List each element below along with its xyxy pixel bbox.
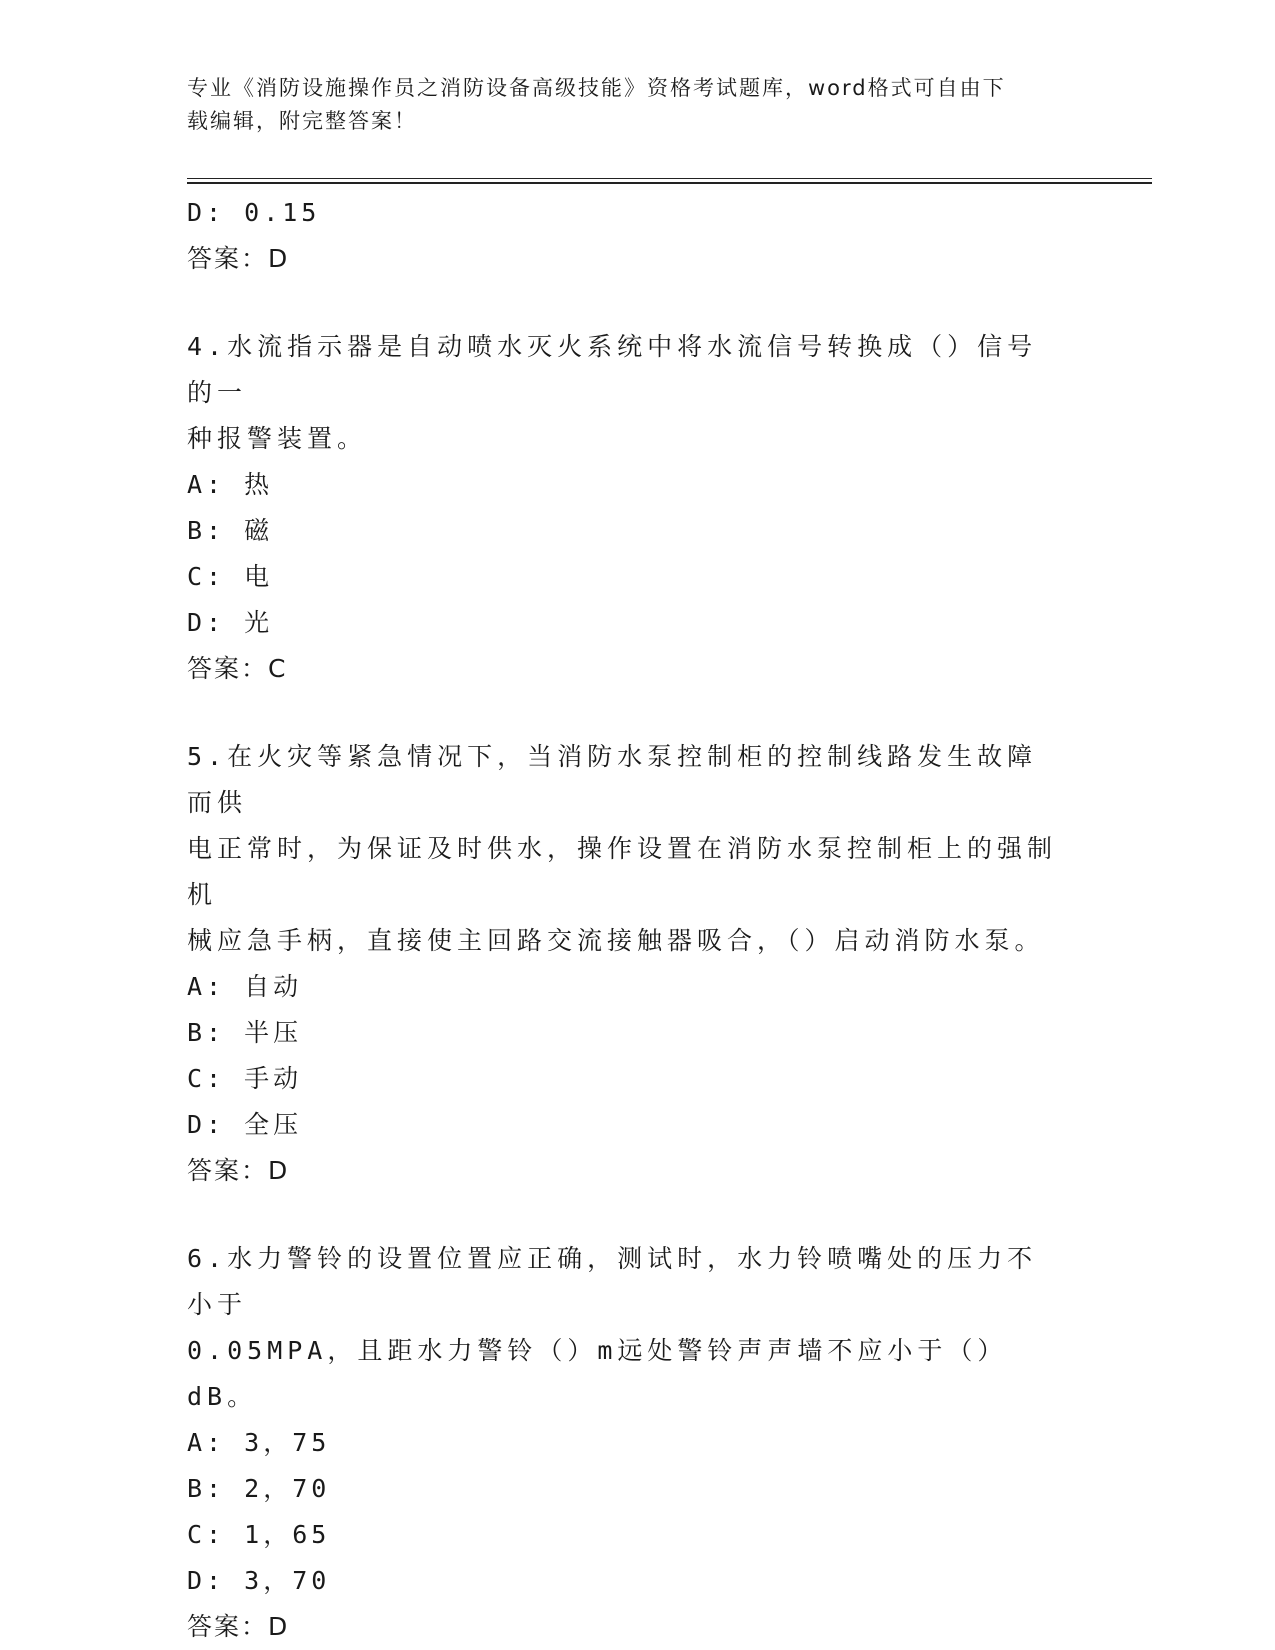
option-c: C: 1，65: [187, 1520, 331, 1549]
option-a: A: 热: [187, 470, 274, 499]
option-c: C: 手动: [187, 1064, 303, 1093]
option-c: C: 电: [187, 562, 274, 591]
option-d: D: 全压: [187, 1110, 303, 1139]
question-text-line: 4.水流指示器是自动喷水灭火系统中将水流信号转换成（）信号的一: [187, 332, 1038, 407]
prev-answer: 答案：D: [187, 244, 290, 273]
option-b: B: 磁: [187, 516, 274, 545]
question-5: [187, 734, 1067, 1194]
option-a: A: 3，75: [187, 1428, 331, 1457]
answer: 答案：D: [187, 1612, 290, 1641]
answer: 答案：C: [187, 654, 288, 683]
question-text-line: 0.05MPA，且距水力警铃（）m远处警铃声声墙不应小于（）dB。: [187, 1336, 1008, 1411]
option-b: B: 半压: [187, 1018, 303, 1047]
answer: 答案：D: [187, 1156, 290, 1185]
option-d: D: 光: [187, 608, 274, 637]
question-list: [187, 190, 1067, 1650]
prev-option-d: D: 0.15: [187, 198, 321, 227]
header-rule-thin: [187, 178, 1152, 179]
question-text-line: 械应急手柄，直接使主回路交流接触器吸合，（）启动消防水泵。: [187, 926, 1045, 955]
question-text-line: 电正常时，为保证及时供水，操作设置在消防水泵控制柜上的强制机: [187, 834, 1058, 909]
header-line-2: 载编辑，附完整答案！: [187, 109, 417, 133]
document-header: [187, 72, 1067, 138]
question-4: [187, 324, 1067, 692]
option-b: B: 2，70: [187, 1474, 331, 1503]
question-6: [187, 1236, 1067, 1650]
question-text-line: 5.在火灾等紧急情况下，当消防水泵控制柜的控制线路发生故障而供: [187, 742, 1038, 817]
option-a: A: 自动: [187, 972, 303, 1001]
option-d: D: 3，70: [187, 1566, 331, 1595]
question-text-line: 6.水力警铃的设置位置应正确，测试时，水力铃喷嘴处的压力不小于: [187, 1244, 1038, 1319]
question-text-line: 种报警装置。: [187, 424, 368, 453]
header-line-1: 专业《消防设施操作员之消防设备高级技能》资格考试题库，word格式可自由下: [187, 76, 1006, 100]
header-rule-thick: [187, 182, 1152, 184]
